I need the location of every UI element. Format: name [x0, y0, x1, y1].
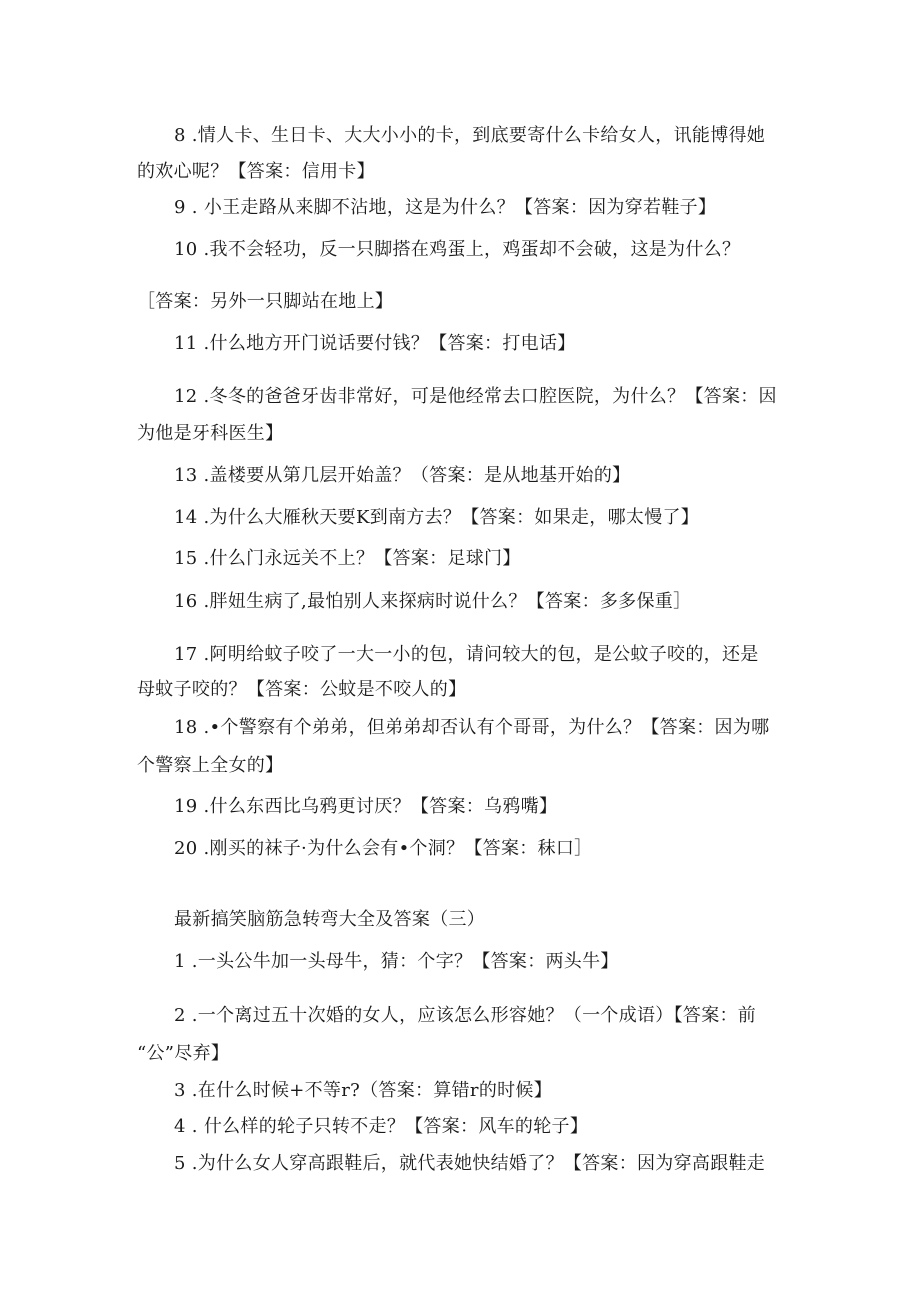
- riddle-20: 20 .刚买的袜子·为什么会有•个洞？【答案：秣口］: [174, 838, 593, 859]
- riddle-15: 15 .什么门永远关不上？【答案：足球门】: [174, 548, 521, 569]
- riddle-12-line-2: 为他是牙科医生】: [137, 423, 284, 444]
- riddle-3-4: 4 . 什么样的轮子只转不走？【答案：风车的轮子】: [174, 1116, 589, 1137]
- riddle-10-line-1: 10 .我不会轻功，反一只脚搭在鸡蛋上，鸡蛋却不会破，这是为什么？: [174, 239, 741, 260]
- riddle-14: 14 .为什么大雁秋天要K到南方去？【答案：如果走，哪太慢了】: [174, 507, 700, 528]
- riddle-16: 16 .胖妞生病了,最怕别人来探病时说什么？【答案：多多保重］: [174, 591, 692, 612]
- riddle-18-line-1: 18 .•个警察有个弟弟，但弟弟却否认有个哥哥，为什么？【答案：因为哪: [174, 717, 770, 738]
- riddle-12-line-1: 12 .冬冬的爸爸牙齿非常好，可是他经常去口腔医院，为什么？【答案：因: [174, 386, 777, 407]
- riddle-8-line-2: 的欢心呢？【答案：信用卡】: [137, 161, 375, 182]
- riddle-8-line-1: 8 .情人卡、生日卡、大大小小的卡，到底要寄什么卡给女人，讯能博得她: [174, 125, 766, 146]
- riddle-18-line-2: 个警察上全女的】: [137, 755, 284, 776]
- riddle-17-line-2: 母蚊子咬的？【答案：公蚊是不咬人的】: [137, 679, 467, 700]
- riddle-3-5: 5 .为什么女人穿高跟鞋后，就代表她快结婚了？【答案：因为穿高跟鞋走: [174, 1153, 766, 1174]
- riddle-3-3: 3 .在什么时候+不等r?（答案：算错r的时候】: [174, 1080, 553, 1101]
- riddle-3-1: 1 .一头公牛加一头母牛，猜：个字？【答案：两头牛】: [174, 951, 619, 972]
- riddle-3-2-line-1: 2 .一个离过五十次婚的女人，应该怎么形容她？（一个成语）【答案：前: [174, 1005, 757, 1026]
- section-heading: 最新搞笑脑筋急转弯大全及答案（三）: [174, 909, 486, 930]
- riddle-11: 11 .什么地方开门说话要付钱？【答案：打电话】: [174, 333, 576, 354]
- riddle-17-line-1: 17 .阿明给蚊子咬了一大一小的包，请问较大的包，是公蚊子咬的，还是: [174, 644, 759, 665]
- riddle-13: 13 .盖楼要从第几层开始盖？（答案：是从地基开始的】: [174, 465, 631, 486]
- riddle-19: 19 .什么东西比乌鸦更讨厌？【答案：乌鸦嘴】: [174, 796, 558, 817]
- riddle-3-2-line-2: “公”尽弃】: [137, 1043, 230, 1064]
- riddle-9: 9 . 小王走路从来脚不沾地，这是为什么？【答案：因为穿若鞋子】: [174, 197, 717, 218]
- riddle-10-line-2: ［答案：另外一只脚站在地上】: [137, 291, 394, 312]
